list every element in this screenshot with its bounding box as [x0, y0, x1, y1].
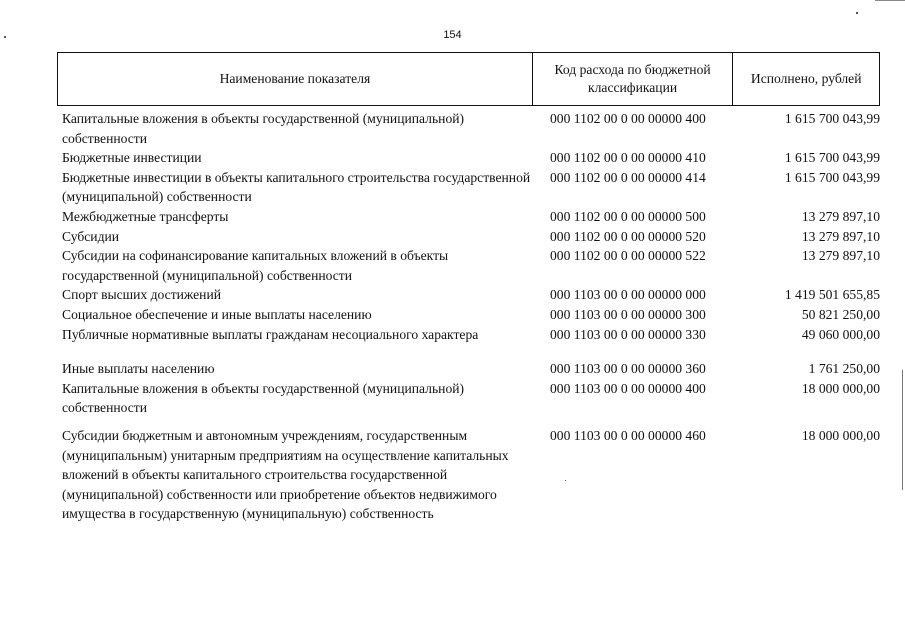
- row-spacer: [62, 344, 882, 359]
- header-name: Наименование показателя: [58, 53, 533, 105]
- row-name: Капитальные вложения в объекты государственной (муниципальной) собственности: [62, 111, 465, 146]
- row-value: 1 615 700 043,99: [784, 150, 880, 166]
- header-code: Код расхода по бюджетной классификации: [533, 53, 734, 105]
- table-row: [62, 325, 882, 345]
- table-row: [62, 379, 882, 418]
- header-executed: Исполнено, рублей: [750, 71, 862, 86]
- row-code: 000 1102 00 0 00 00000 414: [550, 169, 706, 185]
- row-value: 13 279 897,10: [801, 228, 880, 244]
- table-row: [62, 148, 882, 168]
- row-code: 000 1103 00 0 00 00000 000: [550, 287, 706, 303]
- row-value: 50 821 250,00: [801, 306, 880, 322]
- row-code: 000 1102 00 0 00 00000 400: [550, 111, 706, 126]
- scan-speck: [856, 12, 858, 14]
- row-value: 18 000 000,00: [801, 427, 880, 443]
- row-name: Капитальные вложения в объекты государственной (муниципальной) собственности: [62, 380, 465, 416]
- table-row: [62, 109, 882, 148]
- row-value: 1 615 700 043,99: [784, 111, 880, 126]
- table-row: [62, 168, 882, 207]
- row-code: 000 1102 00 0 00 00000 522: [550, 248, 706, 264]
- table-row: [62, 426, 882, 524]
- row-value: 1 761 250,00: [808, 361, 880, 377]
- row-name: Социальное обеспечение и иные выплаты населению: [62, 306, 372, 322]
- row-name: Публичные нормативные выплаты гражданам несоциального характера: [62, 326, 479, 342]
- row-code: 000 1102 00 0 00 00000 500: [550, 208, 706, 224]
- page-number: 154: [443, 29, 462, 41]
- row-name: Субсидии бюджетным и автономным учреждениям, государственным (муниципальным) унитарным предприятиям на осуществление капитальных вложений в объекты капитального строительства государственной (муниципальной) собственности или приобретение объектов недвижимого имущества в государственную (муниципальную) собственность: [62, 427, 509, 522]
- scan-edge-mark: [875, 0, 905, 1]
- scan-edge-mark: [902, 370, 903, 490]
- table-header: [57, 52, 880, 106]
- row-value: 49 060 000,00: [801, 326, 880, 342]
- row-code: 000 1102 00 0 00 00000 410: [550, 150, 706, 166]
- table-row: [62, 246, 882, 285]
- row-name: Субсидии: [62, 228, 120, 244]
- table-row: [62, 359, 882, 379]
- row-value: 1 615 700 043,99: [784, 169, 880, 185]
- row-value: 13 279 897,10: [801, 248, 880, 264]
- row-name: Спорт высших достижений: [62, 287, 221, 303]
- table-row: [62, 207, 882, 227]
- row-name: Межбюджетные трансферты: [62, 208, 229, 224]
- row-code: 000 1103 00 0 00 00000 460: [550, 427, 706, 443]
- row-value: 1 419 501 655,85: [784, 287, 880, 303]
- row-spacer: [62, 418, 882, 426]
- row-code: 000 1102 00 0 00 00000 520: [550, 228, 706, 244]
- row-name: Бюджетные инвестиции: [62, 150, 202, 166]
- row-name: Субсидии на софинансирование капитальных вложений в объекты государственной (муниципальной) собственности: [62, 248, 449, 283]
- row-value: 13 279 897,10: [801, 208, 880, 224]
- table-row: [62, 227, 882, 247]
- row-name: Иные выплаты населению: [62, 361, 215, 377]
- row-code: 000 1103 00 0 00 00000 360: [550, 361, 706, 377]
- row-code: 000 1103 00 0 00 00000 400: [550, 380, 706, 396]
- row-name: Бюджетные инвестиции в объекты капитального строительства государственной (муниципальной) собственности: [62, 169, 531, 205]
- row-code: 000 1103 00 0 00 00000 330: [550, 326, 706, 342]
- table-row: [62, 285, 882, 305]
- row-value: 18 000 000,00: [801, 380, 880, 396]
- table-body: [62, 109, 882, 524]
- table-row: [62, 305, 882, 325]
- row-code: 000 1103 00 0 00 00000 300: [550, 306, 706, 322]
